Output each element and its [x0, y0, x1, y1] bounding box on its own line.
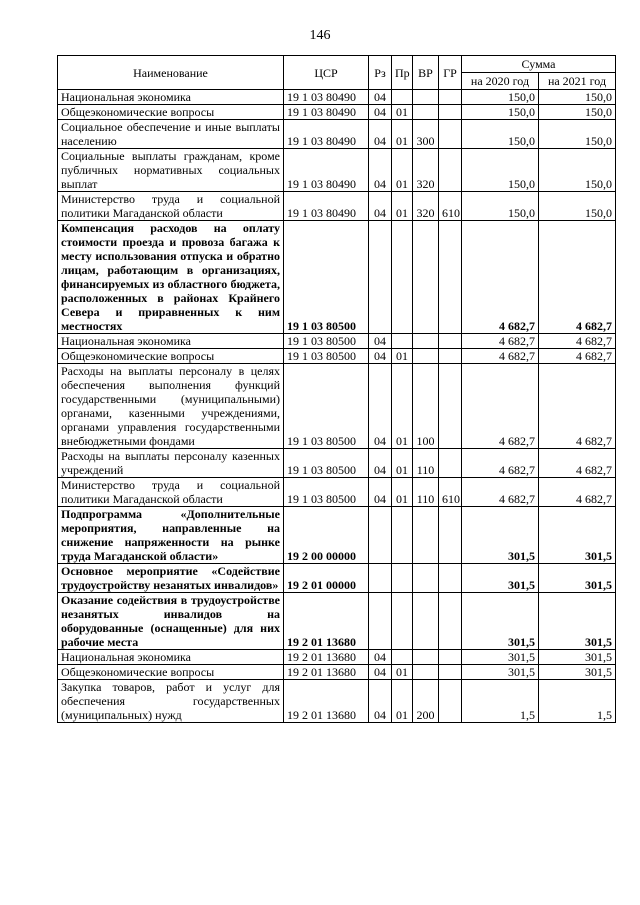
row-pr: 01: [392, 192, 413, 221]
row-name: Оказание содействия в трудоустройстве незанятых инвалидов на оборудованные (оснащенные) для них рабочие места: [58, 593, 284, 650]
header-year-2021: на 2021 год: [539, 73, 616, 90]
table-row: [58, 105, 616, 120]
table-row: [58, 349, 616, 364]
row-name: Основное мероприятие «Содействие трудоустройству незанятых инвалидов»: [58, 564, 284, 593]
row-gr: [439, 221, 462, 334]
table-row: [58, 564, 616, 593]
row-gr: [439, 665, 462, 680]
row-vr: [413, 349, 439, 364]
row-sum-2021: 150,0: [539, 90, 616, 105]
row-rz: 04: [369, 364, 392, 449]
table-row: [58, 665, 616, 680]
row-name: Национальная экономика: [58, 650, 284, 665]
row-gr: [439, 349, 462, 364]
row-rz: 04: [369, 105, 392, 120]
table-row: [58, 507, 616, 564]
row-csr: 19 2 01 13680: [284, 650, 369, 665]
row-name: Социальные выплаты гражданам, кроме публичных нормативных социальных выплат: [58, 149, 284, 192]
table-row: [58, 149, 616, 192]
row-gr: [439, 149, 462, 192]
row-pr: [392, 564, 413, 593]
row-rz: 04: [369, 665, 392, 680]
table-row: [58, 680, 616, 723]
table-row: [58, 120, 616, 149]
row-name: Общеэкономические вопросы: [58, 349, 284, 364]
row-vr: 110: [413, 449, 439, 478]
row-sum-2021: 301,5: [539, 665, 616, 680]
header-csr: ЦСР: [284, 56, 369, 90]
row-rz: [369, 507, 392, 564]
row-sum-2021: 4 682,7: [539, 478, 616, 507]
row-rz: 04: [369, 90, 392, 105]
row-sum-2020: 301,5: [462, 507, 539, 564]
row-vr: [413, 105, 439, 120]
row-csr: 19 1 03 80500: [284, 334, 369, 349]
row-csr: 19 1 03 80490: [284, 149, 369, 192]
row-sum-2020: 150,0: [462, 192, 539, 221]
row-sum-2020: 4 682,7: [462, 478, 539, 507]
row-sum-2021: 150,0: [539, 192, 616, 221]
row-rz: 04: [369, 349, 392, 364]
row-sum-2021: 150,0: [539, 149, 616, 192]
table-row: [58, 364, 616, 449]
row-rz: 04: [369, 478, 392, 507]
table-row: [58, 650, 616, 665]
header-rz: Рз: [369, 56, 392, 90]
row-vr: 300: [413, 120, 439, 149]
row-sum-2020: 150,0: [462, 90, 539, 105]
row-vr: [413, 665, 439, 680]
row-sum-2020: 301,5: [462, 564, 539, 593]
row-rz: 04: [369, 192, 392, 221]
table-row: [58, 192, 616, 221]
row-sum-2020: 301,5: [462, 593, 539, 650]
row-sum-2021: 301,5: [539, 507, 616, 564]
row-sum-2021: 301,5: [539, 650, 616, 665]
row-name: Общеэкономические вопросы: [58, 105, 284, 120]
row-name: Общеэкономические вопросы: [58, 665, 284, 680]
row-sum-2020: 301,5: [462, 650, 539, 665]
table-row: [58, 478, 616, 507]
row-gr: [439, 364, 462, 449]
row-pr: [392, 334, 413, 349]
row-rz: 04: [369, 149, 392, 192]
row-name: Расходы на выплаты персоналу казенных учреждений: [58, 449, 284, 478]
row-gr: 610: [439, 478, 462, 507]
row-csr: 19 1 03 80500: [284, 364, 369, 449]
row-rz: [369, 593, 392, 650]
row-sum-2020: 4 682,7: [462, 349, 539, 364]
budget-table: [57, 55, 616, 723]
row-csr: 19 1 03 80500: [284, 221, 369, 334]
row-csr: 19 1 03 80490: [284, 120, 369, 149]
table-row: [58, 449, 616, 478]
row-pr: 01: [392, 680, 413, 723]
row-sum-2021: 1,5: [539, 680, 616, 723]
row-sum-2020: 150,0: [462, 149, 539, 192]
row-sum-2021: 4 682,7: [539, 449, 616, 478]
row-sum-2020: 150,0: [462, 105, 539, 120]
row-pr: [392, 507, 413, 564]
header-name: Наименование: [58, 56, 284, 90]
row-csr: 19 2 01 13680: [284, 593, 369, 650]
row-sum-2021: 4 682,7: [539, 221, 616, 334]
row-name: Закупка товаров, работ и услуг для обеспечения государственных (муниципальных) нужд: [58, 680, 284, 723]
row-rz: [369, 221, 392, 334]
row-pr: 01: [392, 364, 413, 449]
header-gr: ГР: [439, 56, 462, 90]
row-csr: 19 1 03 80490: [284, 192, 369, 221]
row-rz: 04: [369, 650, 392, 665]
row-vr: [413, 90, 439, 105]
row-csr: 19 1 03 80490: [284, 90, 369, 105]
row-pr: [392, 593, 413, 650]
row-pr: [392, 650, 413, 665]
table-row: [58, 90, 616, 105]
row-name: Национальная экономика: [58, 90, 284, 105]
row-sum-2021: 301,5: [539, 564, 616, 593]
row-gr: [439, 650, 462, 665]
row-sum-2020: 301,5: [462, 665, 539, 680]
row-gr: [439, 564, 462, 593]
row-name: Компенсация расходов на оплату стоимости проезда и провоза багажа к месту использования отпуска и обратно лицам, работающим в организациях, финансируемых из областного бюджета, расположенных в районах Крайнего Севера и приравненных к ним местностях: [58, 221, 284, 334]
row-vr: 110: [413, 478, 439, 507]
row-vr: [413, 593, 439, 650]
row-sum-2020: 4 682,7: [462, 364, 539, 449]
row-vr: [413, 564, 439, 593]
row-pr: 01: [392, 149, 413, 192]
table-row: [58, 593, 616, 650]
row-name: Социальное обеспечение и иные выплаты населению: [58, 120, 284, 149]
row-sum-2021: 301,5: [539, 593, 616, 650]
header-year-2020: на 2020 год: [462, 73, 539, 90]
row-csr: 19 2 00 00000: [284, 507, 369, 564]
row-gr: [439, 90, 462, 105]
row-csr: 19 1 03 80490: [284, 105, 369, 120]
row-name: Министерство труда и социальной политики Магаданской области: [58, 478, 284, 507]
page-number: 146: [309, 28, 331, 43]
row-csr: 19 2 01 13680: [284, 680, 369, 723]
row-name: Подпрограмма «Дополнительные мероприятия, направленные на снижение напряженности на рынке труда Магаданской области»: [58, 507, 284, 564]
row-sum-2020: 4 682,7: [462, 221, 539, 334]
row-sum-2021: 4 682,7: [539, 364, 616, 449]
row-pr: 01: [392, 665, 413, 680]
row-pr: 01: [392, 478, 413, 507]
row-sum-2020: 4 682,7: [462, 334, 539, 349]
row-rz: 04: [369, 449, 392, 478]
table-row: [58, 334, 616, 349]
table-row: [58, 221, 616, 334]
row-csr: 19 2 01 13680: [284, 665, 369, 680]
row-vr: 100: [413, 364, 439, 449]
row-sum-2021: 150,0: [539, 105, 616, 120]
row-vr: 320: [413, 192, 439, 221]
row-vr: [413, 221, 439, 334]
row-sum-2020: 150,0: [462, 120, 539, 149]
row-gr: [439, 507, 462, 564]
row-csr: 19 2 01 00000: [284, 564, 369, 593]
row-pr: [392, 221, 413, 334]
row-rz: 04: [369, 680, 392, 723]
row-gr: [439, 120, 462, 149]
row-gr: 610: [439, 192, 462, 221]
row-vr: 200: [413, 680, 439, 723]
row-vr: [413, 507, 439, 564]
row-pr: 01: [392, 105, 413, 120]
row-rz: 04: [369, 334, 392, 349]
row-sum-2020: 4 682,7: [462, 449, 539, 478]
row-vr: 320: [413, 149, 439, 192]
row-name: Министерство труда и социальной политики Магаданской области: [58, 192, 284, 221]
row-gr: [439, 449, 462, 478]
row-vr: [413, 650, 439, 665]
row-pr: 01: [392, 449, 413, 478]
row-csr: 19 1 03 80500: [284, 449, 369, 478]
table-body: [58, 90, 616, 723]
row-name: Национальная экономика: [58, 334, 284, 349]
row-sum-2021: 4 682,7: [539, 334, 616, 349]
header-pr: Пр: [392, 56, 413, 90]
row-vr: [413, 334, 439, 349]
row-csr: 19 1 03 80500: [284, 478, 369, 507]
row-sum-2021: 4 682,7: [539, 349, 616, 364]
row-sum-2020: 1,5: [462, 680, 539, 723]
row-pr: 01: [392, 349, 413, 364]
row-csr: 19 1 03 80500: [284, 349, 369, 364]
row-gr: [439, 105, 462, 120]
row-sum-2021: 150,0: [539, 120, 616, 149]
row-pr: 01: [392, 120, 413, 149]
row-pr: [392, 90, 413, 105]
header-sum: Сумма: [462, 56, 616, 73]
row-name: Расходы на выплаты персоналу в целях обеспечения выполнения функций государственными (муниципальными) органами, казенными учреждениями, органами управления государственными внебюджетными фондами: [58, 364, 284, 449]
row-gr: [439, 680, 462, 723]
header-vr: ВР: [413, 56, 439, 90]
row-gr: [439, 593, 462, 650]
row-rz: [369, 564, 392, 593]
row-gr: [439, 334, 462, 349]
row-rz: 04: [369, 120, 392, 149]
